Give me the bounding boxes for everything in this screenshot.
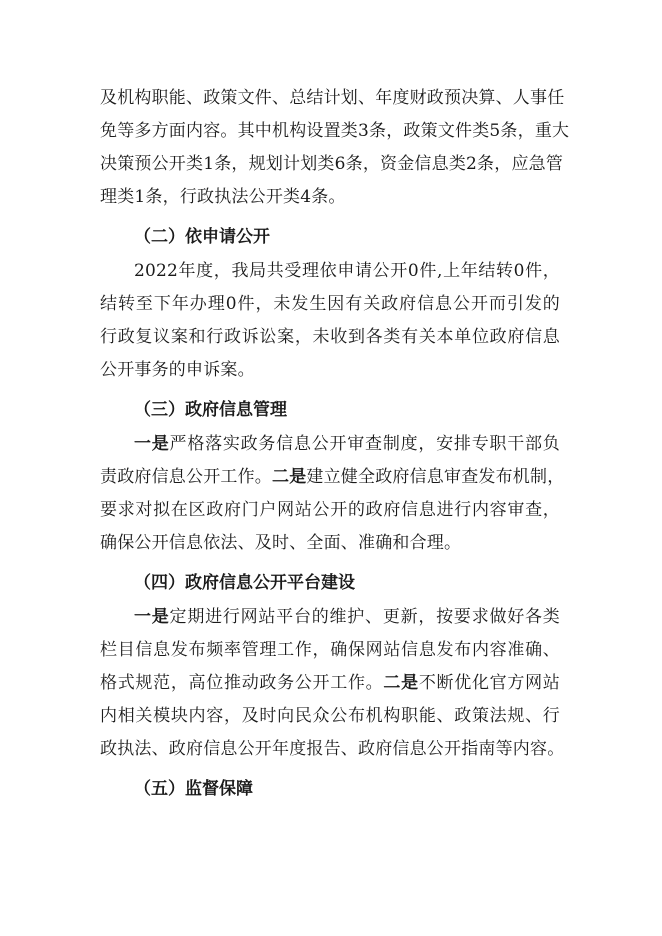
paragraph-line: 免等多方面内容。其中机构设置类3条，政策文件类5条，重大 [100,121,570,141]
emphasis-second: 二是 [272,467,307,487]
line-text: 严格落实政务信息公开审查制度，安排专职干部负 [169,434,560,454]
section-heading: （五）监督保障 [134,779,253,799]
paragraph-line [134,605,560,629]
line-text: 不断优化官方网站 [418,673,561,693]
paragraph-line: 结转至下年办理0件，未发生因有关政府信息公开而引发的 [100,294,560,314]
section-heading: （四）政府信息公开平台建设 [134,573,355,593]
paragraph-line: 公开事务的申诉案。 [100,360,255,380]
emphasis-second: 二是 [383,673,419,693]
line-text: 格式规范，高位推动政务公开工作。 [100,673,384,693]
line-text: 建立健全政府信息审查发布机制， [306,467,565,487]
section-heading: （二）依申请公开 [134,227,270,247]
paragraph-line: 政执法、政府信息公开年度报告、政府信息公开指南等内容。 [100,739,565,759]
paragraph-line: 2022年度，我局共受理依申请公开0件,上年结转0件， [134,261,560,281]
emphasis-first: 一是 [134,607,170,627]
line-text: 责政府信息公开工作。 [100,467,272,487]
paragraph-line [100,671,560,695]
section-heading: （三）政府信息管理 [134,400,287,420]
paragraph-line: 确保公开信息依法、及时、全面、准确和合理。 [100,533,462,553]
emphasis-first: 一是 [134,434,170,454]
paragraph-line [100,465,565,489]
paragraph-line: 栏目信息发布频率管理工作，确保网站信息发布内容准确、 [100,640,560,660]
paragraph-line: 理类1条，行政执法公开类4条。 [100,187,346,207]
paragraph-line: 决策预公开类1条，规划计划类6条，资金信息类2条，应急管 [100,154,564,174]
paragraph-line: 内相关模块内容，及时向民众公布机构职能、政策法规、行 [100,706,560,726]
paragraph-line: 要求对拟在区政府门户网站公开的政府信息进行内容审查， [100,500,560,520]
paragraph-line: 行政复议案和行政诉讼案，未收到各类有关本单位政府信息 [100,327,560,347]
paragraph-line: 及机构职能、政策文件、总结计划、年度财政预决算、人事任 [100,88,565,108]
paragraph-line [134,432,560,456]
line-text: 定期进行网站平台的维护、更新，按要求做好各类 [169,607,560,627]
